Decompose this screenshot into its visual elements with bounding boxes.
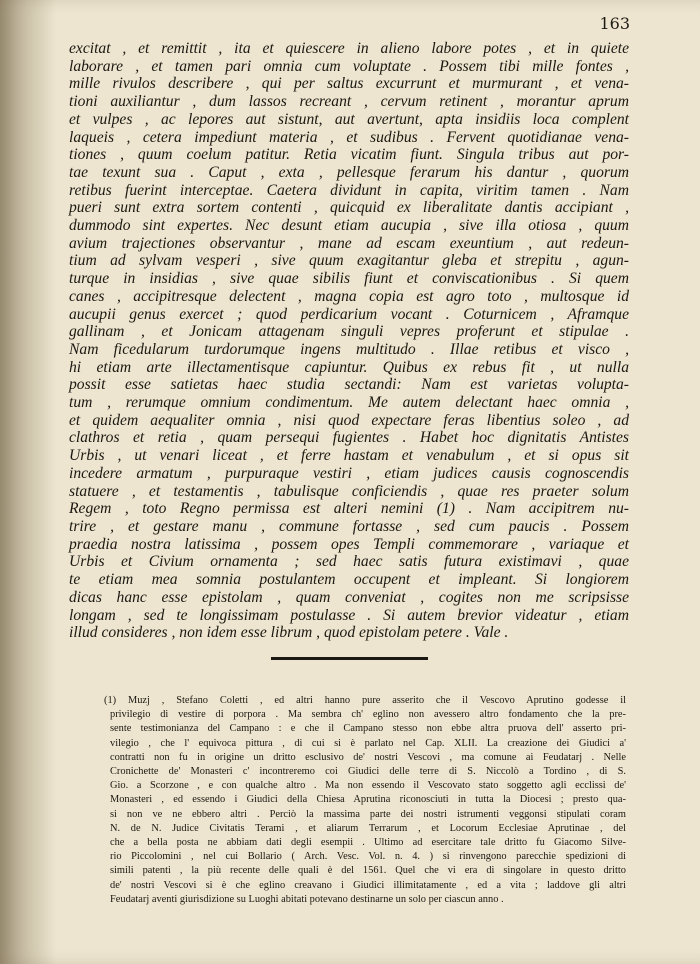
footnote-line: si non ve ne ebbero altri . Perciò la massima parte dei nostri istrumenti veggonsi stipulati coram bbox=[110, 808, 626, 820]
footnote-line: privilegio di vestire di porpora . Ma sembra ch' eglino non avessero altro fondamento che la pre- bbox=[110, 709, 626, 721]
footnote-line: N. de N. Judice Civitatis Terami , et aliarum Terrarum , et Locorum Ecclesiae Aprutinae , del bbox=[110, 822, 626, 834]
text-line: statuere , et testamentis , tabulisque conficiendis , quae res praeter solum bbox=[69, 482, 629, 500]
text-line: tioni auxiliantur , dum lassos recreant , cervum retinent , morantur aprum bbox=[69, 93, 629, 111]
text-line: avium trajectiones observantur , mane ad escam exeuntium , aut redeun- bbox=[69, 234, 629, 252]
text-line: laborare , et tamen pari omnia cum voluptate . Possem tibi mille fontes , bbox=[69, 57, 629, 75]
text-line: incedere armatum , purpuraque vestiri , etiam judices causis cognoscendis bbox=[69, 464, 629, 482]
main-text bbox=[69, 40, 629, 642]
text-line: illud consideres , non idem esse librum , quod epistolam petere . Vale . bbox=[69, 624, 509, 642]
text-line: tiones , quum coelum patitur. Retia vicatim fiunt. Singula tribus aut por- bbox=[69, 146, 629, 164]
text-line: et vulpes , ac lepores aut sistunt, aut avertunt, apta insidiis loca complent bbox=[69, 110, 629, 128]
text-line: Urbis et Civium ornamenta ; sed haec satis futura existimavi , quae bbox=[69, 553, 629, 571]
footnote-line: Monasteri , ed essendo i Giudici della Chiesa Aprutina riconosciuti in tutta la Diocesi ; presto qua- bbox=[110, 794, 626, 806]
footnote-line: simili patenti , la più recente delle quali è del 1561. Quel che vi era di singolare in questo dritto bbox=[110, 865, 626, 877]
footnote-line: contratti non fu in origine un dritto esclusivo de' nostri Vescovi , ma comune ai Feudatarj . Nelle bbox=[110, 751, 626, 763]
text-line: tium ad sylvam vesperi , sive quum exagitantur gleba et strepitu , agun- bbox=[69, 252, 629, 270]
text-line: gallinam , et Jonicam attagenam singuli vepres proferunt et stipulae . bbox=[69, 323, 629, 341]
text-line: trire , et gestare manu , commune fortasse , sed cum paucis . Possem bbox=[69, 517, 629, 535]
footnote-line: Feudatarj aventi giurisdizione su Luoghi abitati potevano destinarne un solo per ciascun anno . bbox=[110, 893, 504, 905]
footnote bbox=[104, 694, 626, 907]
text-line: Urbis , ut venari liceat , et ferre hastam et venabulum , et si opus sit bbox=[69, 447, 629, 465]
text-line: et quidem aequaliter omnia , nisi quod expectare feras libentius soleo , ad bbox=[69, 411, 629, 429]
text-line: pueri sunt extra sortem contenti , quicquid ex liberalitate dantis accipiant , bbox=[69, 199, 629, 217]
text-line: Nam ficedularum turdorumque ingens multitudo . Illae retibus et visco , bbox=[69, 340, 629, 358]
text-line: hi etiam arte illectamentisque capiuntur. Quibus ex rebus fit , ut nulla bbox=[69, 358, 629, 376]
text-line: mille rivulos describere , qui per saltus excurrunt et murmurant , et vena- bbox=[69, 75, 629, 93]
footnote-line: rio Piccolomini , nel cui Bollario ( Arch. Vesc. Vol. n. 4. ) si rinvengono parecchie spedizioni di bbox=[110, 851, 626, 863]
footnote-line: (1) Muzj , Stefano Coletti , ed altri hanno pure asserito che il Vescovo Aprutino godesse il bbox=[104, 695, 626, 706]
text-line: longam , sed te longissimam postulasse . Si autem brevior videatur , etiam bbox=[69, 606, 629, 624]
text-line: tae texunt sua . Caput , exta , pellesque ferarum his dantur , quorum bbox=[69, 163, 629, 181]
footnote-separator bbox=[271, 657, 428, 660]
text-line: tum , rerumque omnium condimentum. Me autem delectant haec omnia , bbox=[69, 394, 629, 412]
text-line: Regem , toto Regno permissa est alteri nemini (1) . Nam accipitrem nu- bbox=[69, 500, 629, 518]
footnote-line: vilegio , che l' equivoca pittura , di cui si è parlato nel Cap. XLII. La creazione dei Giudici a' bbox=[110, 737, 626, 749]
text-line: te etiam mea somnia postulantem occupent et impleant. Si longiorem bbox=[69, 571, 629, 589]
footnote-line: Gio. a Scorzone , e con qualche altro . Ma non essendo il Vescovato stato soggetto agli ecclissi de' bbox=[110, 780, 626, 792]
text-line: dummodo sint expertes. Nec desunt etiam aucupia , sive illa otiosa , quum bbox=[69, 217, 629, 235]
text-line: clathros et retia , quam persequi fugientes . Habet hoc dignitatis Antistes bbox=[69, 429, 629, 447]
text-line: retibus fuerint interceptae. Caetera dividunt in capita, viritim tamen . Nam bbox=[69, 181, 629, 199]
text-line: possit esse satietas haec studia sectandi: Nam est varietas volupta- bbox=[69, 376, 629, 394]
text-line: laqueis , cetera impediunt materia , et sudibus . Fervent quotidianae vena- bbox=[69, 128, 629, 146]
page-number: 163 bbox=[599, 14, 630, 33]
footnote-line: de' nostri Vescovi si è che eglino creavano i Giudici illimitatamente , ed a vita ; laddove gli altri bbox=[110, 879, 626, 891]
text-line: dicas hanc esse epistolam , quam conveniat , cogites non me scripsisse bbox=[69, 588, 629, 606]
text-line: praedia nostra latissima , possem opes Templi commemorare , variaque et bbox=[69, 535, 629, 553]
text-line: excitat , et remittit , ita et quiescere in alieno labore potes , et in quiete bbox=[69, 40, 629, 57]
footnote-line: sente testimonianza del Campano : e che il Campano stesso non ebbe altra pruova dell' asserto pri- bbox=[110, 723, 626, 735]
footnote-line: che a bella posta ne abbiam dati degli esempii . Ultimo ad esercitare tale dritto fu Giacomo Silve- bbox=[110, 837, 626, 849]
text-line: canes , accipitresque delectent , magna copia est agro toto , multosque id bbox=[69, 287, 629, 305]
footnote-line: Cronichette de' Monasteri c' incontreremo coi Giudici delle terre di S. Niccolò a Tordino , di S. bbox=[110, 766, 626, 778]
text-line: aucupii genus exercet ; quod perdicarium vocant . Coturnicem , Aframque bbox=[69, 305, 629, 323]
binding-shadow bbox=[0, 0, 56, 964]
text-line: turque in insidias , sive quae sibilis fiunt et conviscationibus . Si quem bbox=[69, 270, 629, 288]
